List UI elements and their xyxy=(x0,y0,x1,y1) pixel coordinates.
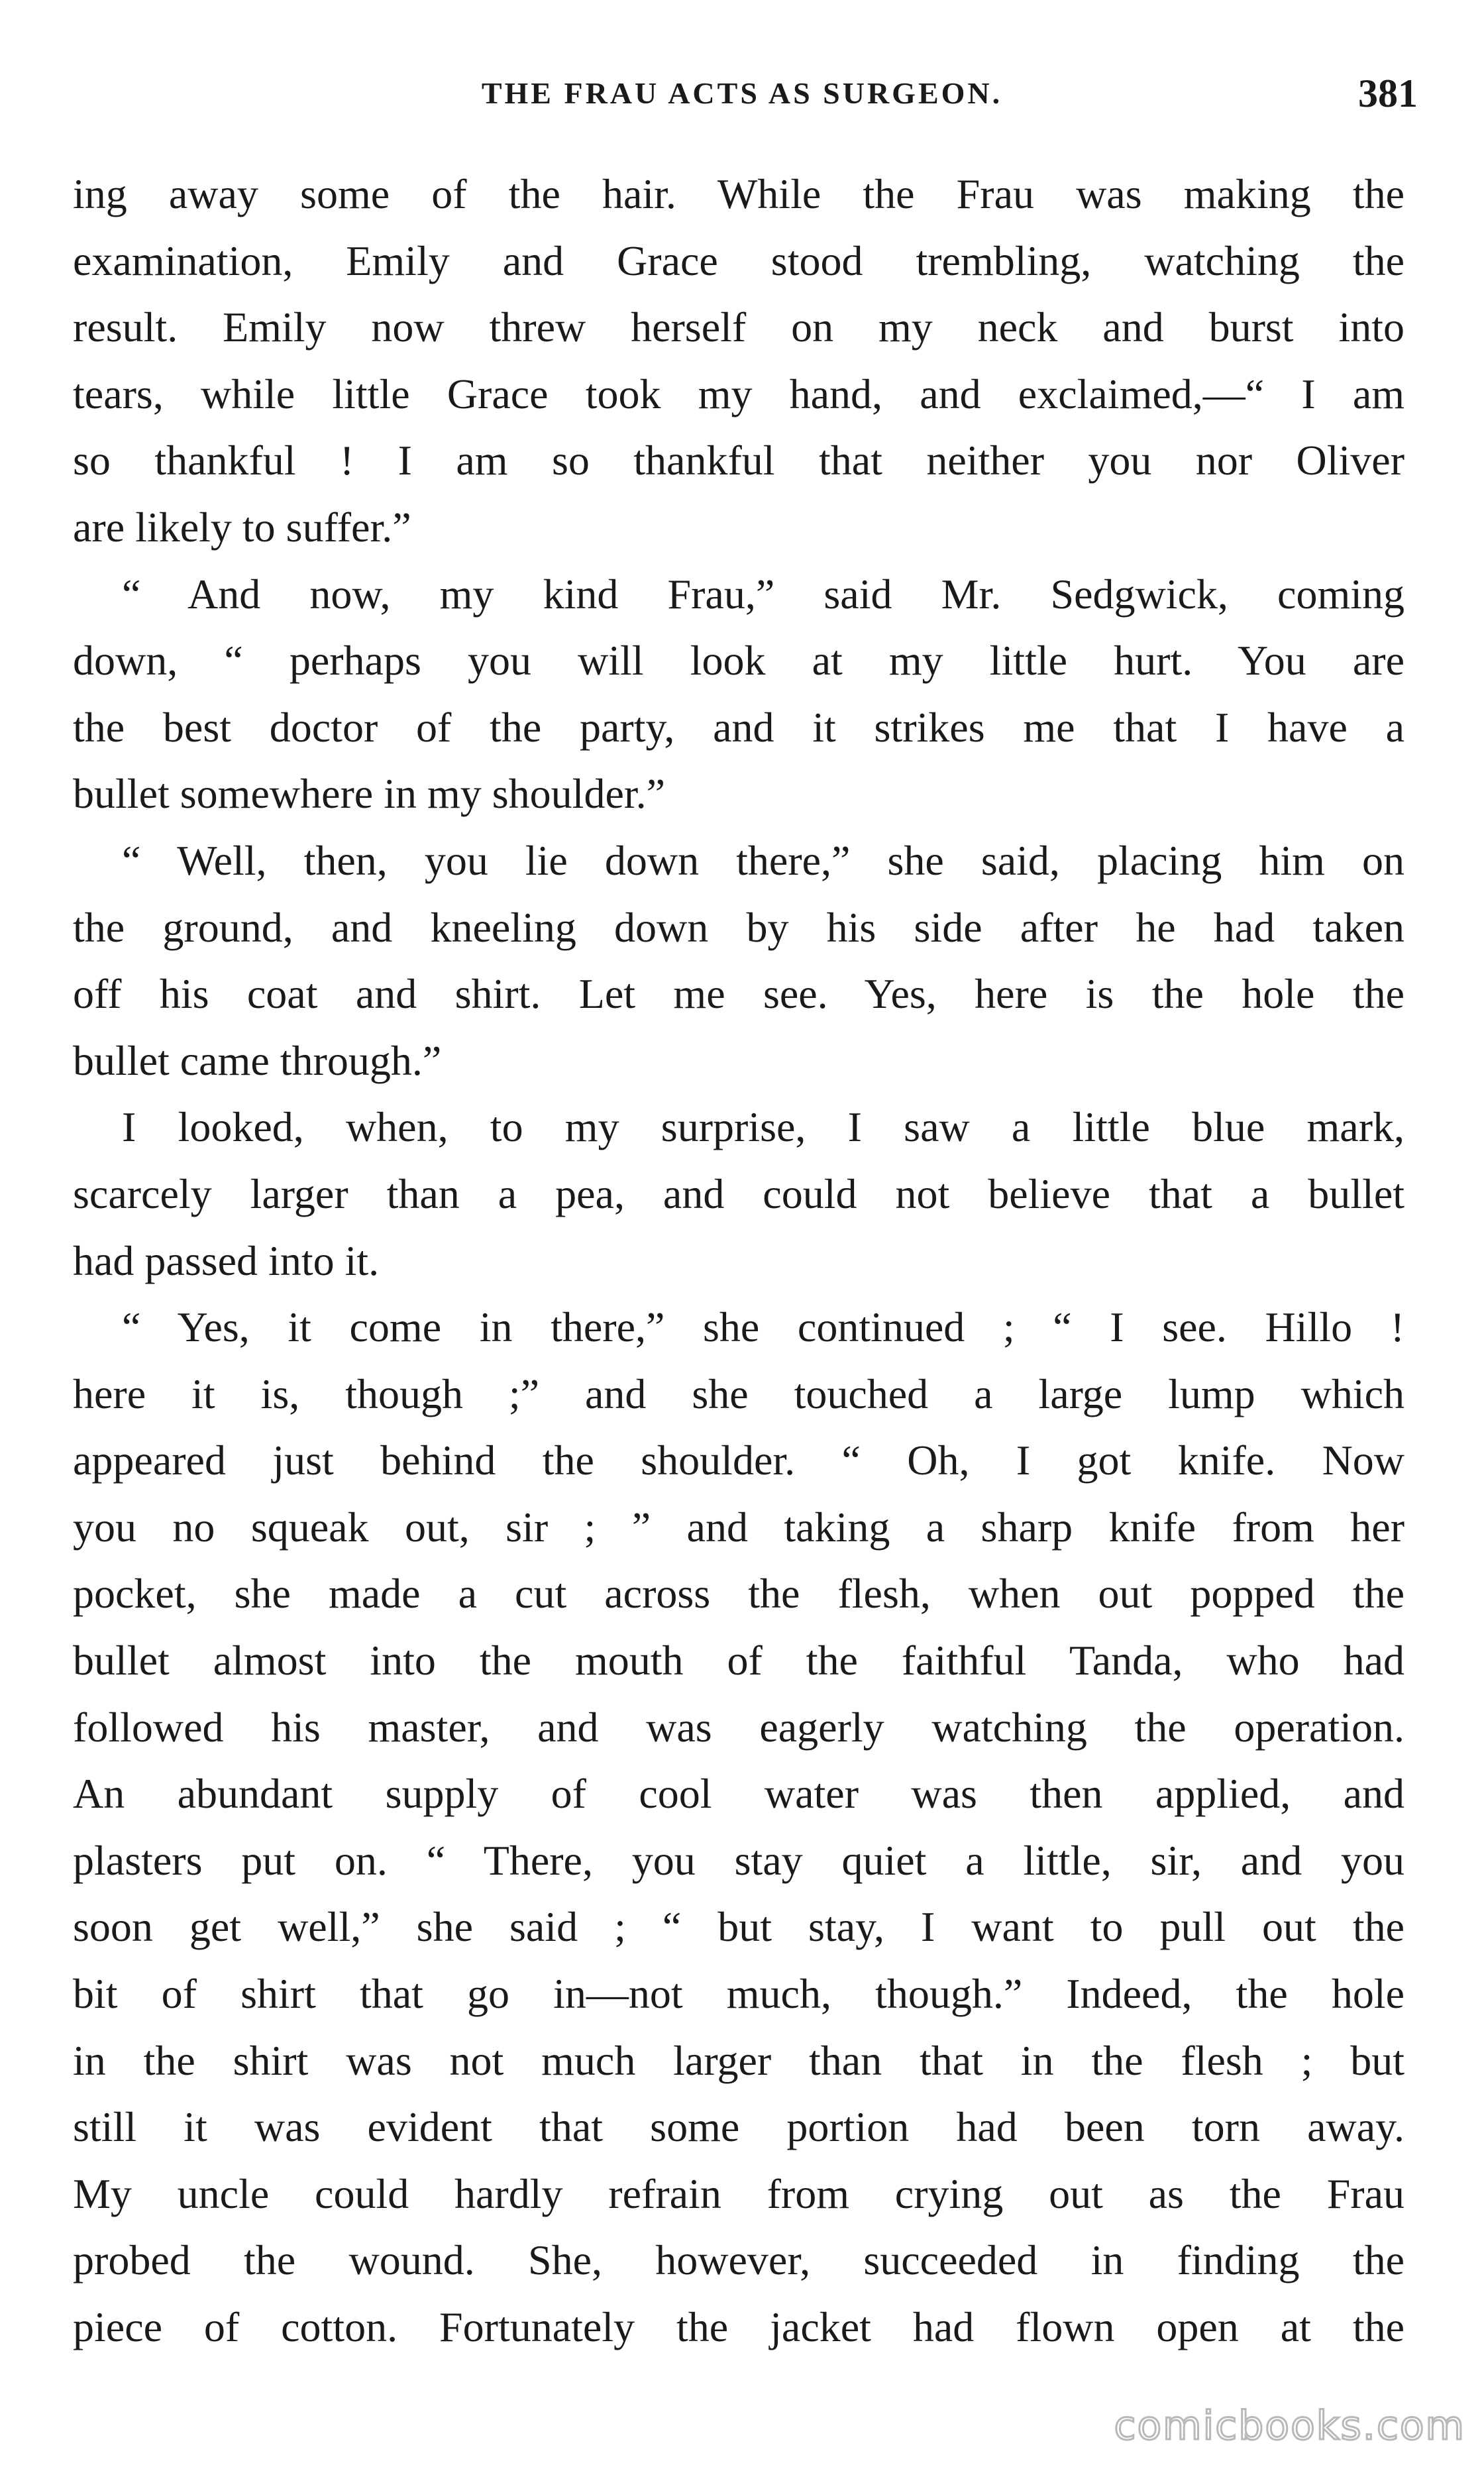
text-line: bullet somewhere in my shoulder.” xyxy=(73,770,666,818)
text-line: off his coat and shirt. Let me see. Yes, here is the hole the xyxy=(73,970,1404,1018)
text-line: plasters put on. “ There, you stay quiet a little, sir, and you xyxy=(73,1836,1404,1884)
text-line: piece of cotton. Fortunately the jacket had flown open at the xyxy=(73,2303,1404,2350)
text-line: are likely to suffer.” xyxy=(73,503,411,551)
text-line: the ground, and kneeling down by his side after he had taken xyxy=(73,903,1404,951)
text-line: probed the wound. She, however, succeeded in finding the xyxy=(73,2236,1404,2284)
text-line: followed his master, and was eagerly watching the operation. xyxy=(73,1703,1404,1751)
text-line: still it was evident that some portion had been torn away. xyxy=(73,2103,1404,2151)
running-title: THE FRAU ACTS AS SURGEON. xyxy=(481,76,1003,110)
text-line: tears, while little Grace took my hand, and exclaimed,—“ I am xyxy=(73,370,1404,417)
text-line: the best doctor of the party, and it strikes me that I have a xyxy=(73,703,1404,751)
text-line: scarcely larger than a pea, and could not believe that a bullet xyxy=(73,1170,1404,1217)
text-line: An abundant supply of cool water was then applied, and xyxy=(73,1770,1404,1818)
text-line: ing away some of the hair. While the Frau was making the xyxy=(73,170,1404,217)
text-line: here it is, though ;” and she touched a large lump which xyxy=(73,1370,1404,1417)
text-line: “ Well, then, you lie down there,” she said, placing him on xyxy=(122,836,1404,884)
text-line: bit of shirt that go in—not much, though.” Indeed, the hole xyxy=(73,1970,1404,2018)
text-line: down, “ perhaps you will look at my little hurt. You are xyxy=(73,637,1404,685)
text-line: pocket, she made a cut across the flesh, when out popped the xyxy=(73,1570,1404,1618)
text-line: you no squeak out, sir ; ” and taking a sharp knife from her xyxy=(73,1503,1404,1551)
text-line: My uncle could hardly refrain from crying out as the Frau xyxy=(73,2170,1404,2217)
text-line: I looked, when, to my surprise, I saw a little blue mark, xyxy=(122,1103,1404,1151)
text-line: appeared just behind the shoulder. “ Oh, I got knife. Now xyxy=(73,1437,1404,1484)
page-number: 381 xyxy=(1358,72,1418,115)
text-line: “ Yes, it come in there,” she continued ; “ I see. Hillo ! xyxy=(122,1303,1404,1351)
text-line: bullet came through.” xyxy=(73,1036,442,1084)
watermark: comicbooks.com xyxy=(1114,2403,1465,2449)
text-line: result. Emily now threw herself on my neck and burst into xyxy=(73,303,1404,351)
text-line: had passed into it. xyxy=(73,1236,380,1284)
text-line: in the shirt was not much larger than that in the flesh ; but xyxy=(73,2036,1404,2084)
text-line: “ And now, my kind Frau,” said Mr. Sedgwick, coming xyxy=(122,570,1404,618)
running-header xyxy=(66,64,1418,123)
text-line: so thankful ! I am so thankful that neither you nor Oliver xyxy=(73,437,1404,484)
body-text xyxy=(73,161,1404,2361)
text-line: soon get well,” she said ; “ but stay, I want to pull out the xyxy=(73,1903,1404,1951)
text-line: bullet almost into the mouth of the faithful Tanda, who had xyxy=(73,1637,1404,1684)
text-line: examination, Emily and Grace stood trembling, watching the xyxy=(73,237,1404,284)
